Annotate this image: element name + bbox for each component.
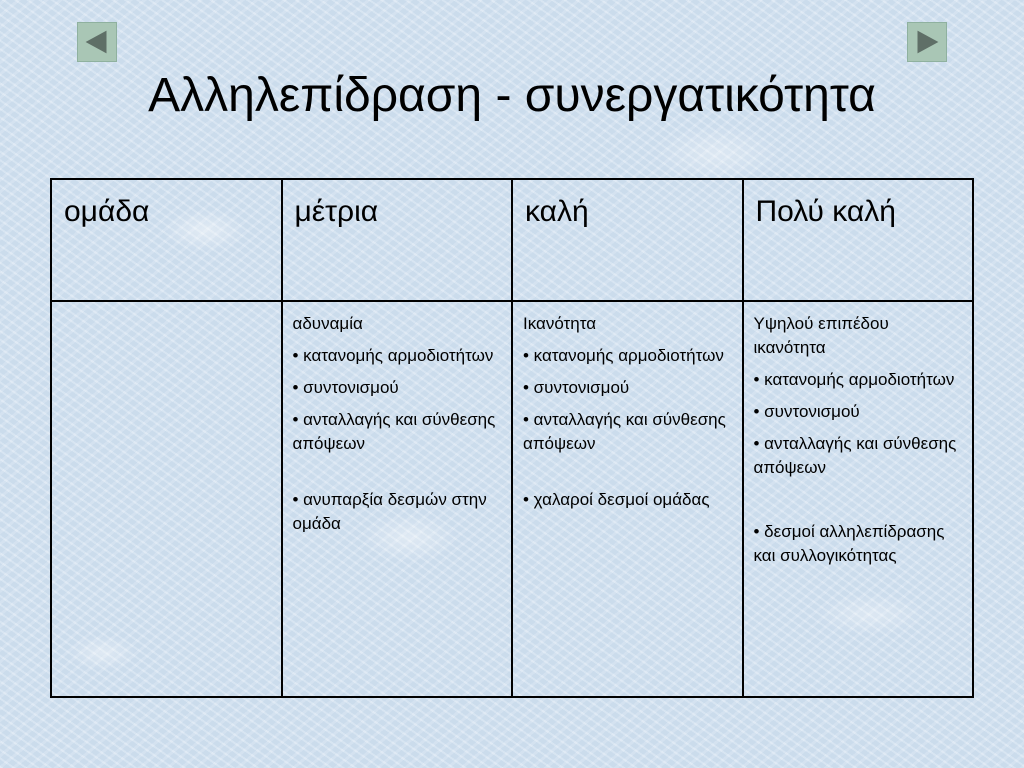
cell-bullet: • ανυπαρξία δεσμών στην ομάδα (292, 490, 487, 533)
cell-bullet: • ανταλλαγής και σύνθεσης απόψεων (753, 434, 957, 477)
cell-bullet: • ανταλλαγής και σύνθεσης απόψεων (523, 410, 726, 453)
cell-bullet: • κατανομής αρμοδιοτήτων (292, 346, 494, 365)
cell-bullet: • δεσμοί αλληλεπίδρασης και συλλογικότητας (753, 522, 945, 565)
comparison-table (50, 178, 974, 698)
cell-bullet: • χαλαροί δεσμοί ομάδας (523, 490, 710, 509)
slide-title: Αλληλεπίδραση - συνεργατικότητα (148, 69, 876, 122)
header-cell-moderate: μέτρια (282, 179, 513, 301)
body-cell-group (51, 301, 282, 697)
triangle-left-icon (78, 23, 116, 61)
table-body-row (51, 301, 973, 697)
next-slide-button[interactable] (907, 22, 947, 62)
cell-text: Ικανότητα (523, 314, 597, 333)
cell-bullet: • συντονισμού (523, 378, 630, 397)
cell-text: Υψηλού επιπέδου ικανότητα (753, 314, 889, 357)
body-cell-moderate (282, 301, 513, 697)
cell-bullet: • συντονισμού (292, 378, 399, 397)
cell-bullet: • κατανομής αρμοδιοτήτων (523, 346, 724, 365)
header-cell-group: ομάδα (51, 179, 282, 301)
triangle-right-icon (908, 23, 946, 61)
body-cell-good (512, 301, 743, 697)
header-cell-good: καλή (512, 179, 743, 301)
table-header-row (51, 179, 973, 301)
cell-bullet: • ανταλλαγής και σύνθεσης απόψεων (292, 410, 496, 453)
cell-text: αδυναμία (292, 314, 363, 333)
previous-slide-button[interactable] (77, 22, 117, 62)
cell-bullet: • συντονισμού (753, 402, 860, 421)
cell-bullet: • κατανομής αρμοδιοτήτων (753, 370, 955, 389)
header-cell-very-good: Πολύ καλή (743, 179, 974, 301)
body-cell-very-good (743, 301, 974, 697)
